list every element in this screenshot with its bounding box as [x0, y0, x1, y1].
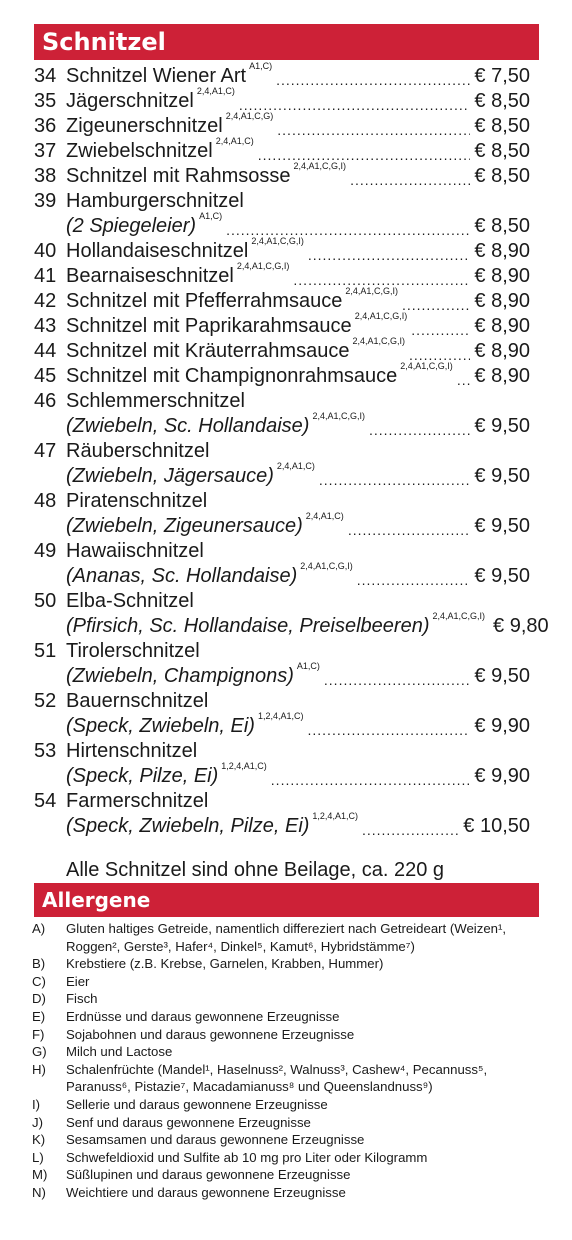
menu-items-list	[34, 61, 549, 839]
allergen-text: Weichtiere und daraus gewonnene Erzeugnisse	[66, 1184, 346, 1200]
menu-item	[34, 589, 549, 639]
item-price: € 9,50	[474, 415, 530, 437]
item-number: 39	[34, 190, 57, 212]
allergen-row	[32, 1166, 540, 1184]
item-number: 52	[34, 690, 57, 712]
menu-item	[34, 489, 530, 539]
item-description: (Zwiebeln, Sc. Hollandaise)	[66, 415, 310, 437]
item-price: € 7,50	[474, 65, 530, 87]
item-name: Piratenschnitzel	[66, 490, 208, 512]
item-number: 38	[34, 165, 57, 187]
item-name: Schnitzel mit Paprikarahmsauce	[66, 315, 352, 337]
dot-leader	[350, 171, 470, 189]
dot-leader	[402, 296, 470, 314]
dot-leader	[362, 821, 459, 839]
item-name: Schlemmerschnitzel	[66, 390, 245, 412]
menu-item	[34, 739, 530, 789]
allergen-key: G)	[32, 1044, 47, 1060]
item-price: € 9,50	[474, 565, 530, 587]
item-allergen-codes: 2,4,A1,C,G,I)	[354, 311, 408, 321]
item-allergen-codes: 2,4,A1,C,G,I)	[352, 336, 405, 346]
menu-item	[34, 439, 530, 489]
item-allergen-codes: 2,4,A1,C,G,I)	[345, 286, 398, 296]
allergen-key: D)	[32, 991, 46, 1007]
menu-item	[34, 689, 530, 739]
item-price: € 9,90	[474, 715, 530, 737]
allergen-key: I)	[32, 1096, 41, 1112]
dot-leader	[324, 671, 470, 689]
item-allergen-codes: 2,4,A1,C,G,I)	[432, 611, 486, 621]
allergen-row	[32, 1096, 540, 1114]
allergen-text: Süßlupinen und daraus gewonnene Erzeugnisse	[66, 1167, 351, 1183]
item-price: € 9,90	[474, 765, 530, 787]
item-allergen-codes: 2,4,A1,C,G)	[225, 111, 274, 121]
allergen-text: Sellerie und daraus gewonnene Erzeugnisse	[66, 1096, 328, 1112]
item-allergen-codes: 1,2,4,A1,C)	[257, 711, 304, 721]
item-description: (2 Spiegeleier)	[66, 215, 197, 237]
schnitzel-header	[34, 24, 539, 60]
allergen-text: Schalenfrüchte (Mandel¹, Haselnuss², Walnuss³, Cashew⁴, Pecannuss⁵, Paranuss⁶, Pistazie⁷, Macadamianuss⁸ und Queenslandnuss⁹)	[66, 1061, 488, 1095]
item-name: Zigeunerschnitzel	[66, 115, 223, 137]
item-name: Zwiebelschnitzel	[66, 140, 213, 162]
item-name: Schnitzel mit Rahmsosse	[66, 165, 291, 187]
item-name: Hollandaiseschnitzel	[66, 240, 249, 262]
menu-item	[34, 539, 530, 589]
allergen-text: Krebstiere (z.B. Krebse, Garnelen, Krabben, Hummer)	[66, 956, 384, 972]
item-price: € 9,50	[474, 665, 530, 687]
allergen-row	[32, 1184, 540, 1202]
item-allergen-codes: 2,4,A1,C,G,I)	[293, 161, 347, 171]
item-allergen-codes: 2,4,A1,C,G,I)	[312, 411, 365, 421]
item-number: 35	[34, 90, 57, 112]
allergen-row	[32, 920, 540, 955]
menu-item	[34, 111, 530, 139]
item-number: 41	[34, 265, 57, 287]
allergen-key: N)	[32, 1184, 46, 1200]
dot-leader	[271, 771, 471, 789]
item-number: 51	[34, 640, 57, 662]
item-number: 34	[34, 65, 57, 87]
allergen-key: A)	[32, 921, 46, 936]
item-allergen-codes: 2,4,A1,C)	[196, 86, 235, 96]
dot-leader	[277, 121, 470, 139]
item-name: Elba-Schnitzel	[66, 590, 194, 612]
item-price: € 9,50	[474, 515, 530, 537]
menu-item	[34, 61, 530, 89]
item-description: (Ananas, Sc. Hollandaise)	[66, 565, 298, 587]
item-number: 40	[34, 240, 57, 262]
item-number: 36	[34, 115, 57, 137]
dot-leader	[239, 96, 471, 114]
menu-item	[34, 286, 530, 314]
allergen-list	[32, 920, 540, 1202]
item-number: 50	[34, 590, 57, 612]
allergen-text: Erdnüsse und daraus gewonnene Erzeugnisse	[66, 1008, 340, 1024]
item-allergen-codes: A1,C)	[199, 211, 223, 221]
item-name: Bauernschnitzel	[66, 690, 209, 712]
item-allergen-codes: 2,4,A1,C,G,I)	[400, 361, 453, 371]
menu-item	[34, 311, 530, 339]
dot-leader	[357, 571, 471, 589]
item-number: 54	[34, 790, 57, 812]
menu-item	[34, 789, 530, 839]
item-description: (Speck, Pilze, Ei)	[66, 765, 219, 787]
item-price: € 8,90	[474, 290, 530, 312]
item-price: € 8,50	[474, 140, 530, 162]
item-price: € 8,90	[474, 265, 530, 287]
item-allergen-codes: 2,4,A1,C,G,I)	[236, 261, 290, 271]
allergen-key: L)	[32, 1149, 44, 1165]
item-number: 47	[34, 440, 57, 462]
allergen-row	[32, 973, 540, 991]
allergen-text: Milch und Lactose	[66, 1044, 173, 1060]
item-number: 46	[34, 390, 57, 412]
allergen-key: H)	[32, 1061, 46, 1077]
portion-note: Alle Schnitzel sind ohne Beilage, ca. 220 g	[66, 859, 445, 881]
allergens-header	[34, 883, 539, 917]
menu-item	[34, 161, 530, 189]
allergen-row	[32, 1131, 540, 1149]
item-description: (Zwiebeln, Champignons)	[66, 665, 294, 687]
item-price: € 8,50	[474, 165, 530, 187]
allergen-key: K)	[32, 1132, 46, 1148]
item-price: € 8,50	[474, 215, 530, 237]
allergen-text: Sojabohnen und daraus gewonnene Erzeugnisse	[66, 1026, 355, 1042]
allergen-key: E)	[32, 1008, 46, 1024]
item-name: Bearnaiseschnitzel	[66, 265, 234, 287]
item-allergen-codes: 1,2,4,A1,C)	[312, 811, 358, 821]
item-allergen-codes: 1,2,4,A1,C)	[221, 761, 267, 771]
item-price: € 8,50	[474, 90, 530, 112]
allergen-key: M)	[32, 1167, 48, 1183]
item-description: (Speck, Zwiebeln, Ei)	[66, 715, 255, 737]
item-number: 48	[34, 490, 57, 512]
allergen-row	[32, 1008, 540, 1026]
allergen-row	[32, 1114, 540, 1132]
allergen-key: F)	[32, 1026, 45, 1042]
item-allergen-codes: A1,C)	[249, 61, 273, 71]
dot-leader	[308, 246, 471, 264]
allergen-row	[32, 955, 540, 973]
dot-leader	[348, 521, 471, 539]
item-number: 49	[34, 540, 57, 562]
section-title: Schnitzel	[42, 28, 166, 56]
dot-leader	[308, 721, 471, 739]
allergen-row	[32, 1149, 540, 1167]
item-number: 44	[34, 340, 57, 362]
allergen-text: Fisch	[66, 991, 98, 1007]
dot-leader	[369, 421, 470, 439]
item-name: Schnitzel Wiener Art	[66, 65, 247, 87]
item-name: Hawaiischnitzel	[66, 540, 204, 562]
item-price: € 9,80	[493, 615, 549, 637]
menu-item	[34, 261, 530, 289]
item-description: (Zwiebeln, Jägersauce)	[66, 465, 274, 487]
menu-item	[34, 389, 530, 439]
item-name: Räuberschnitzel	[66, 440, 210, 462]
item-allergen-codes: 2,4,A1,C)	[276, 461, 315, 471]
item-description: (Speck, Zwiebeln, Pilze, Ei)	[66, 815, 310, 837]
menu-item	[34, 336, 530, 364]
item-name: Tirolerschnitzel	[66, 640, 200, 662]
allergen-text: Sesamsamen und daraus gewonnene Erzeugnisse	[66, 1132, 365, 1148]
allergen-key: B)	[32, 956, 46, 972]
allergen-row	[32, 1061, 540, 1096]
allergen-text: Gluten haltiges Getreide, namentlich differeziert nach Getreideart (Weizen¹, Roggen², Gerste³, Hafer⁴, Dinkel⁵, Kamut⁶, Hybridstämme⁷)	[66, 921, 507, 954]
allergen-row	[32, 990, 540, 1008]
menu-item	[34, 639, 530, 689]
item-name: Schnitzel mit Champignonrahmsauce	[66, 365, 398, 387]
allergen-text: Schwefeldioxid und Sulfite ab 10 mg pro Liter oder Kilogramm	[66, 1149, 428, 1165]
item-number: 45	[34, 365, 57, 387]
menu-item	[34, 361, 530, 389]
allergens-title: Allergene	[42, 888, 151, 912]
allergen-row	[32, 1026, 540, 1044]
dot-leader	[258, 146, 471, 164]
allergen-text: Senf und daraus gewonnene Erzeugnisse	[66, 1114, 311, 1130]
allergen-key: J)	[32, 1114, 43, 1130]
item-name: Farmerschnitzel	[66, 790, 209, 812]
item-allergen-codes: 2,4,A1,C)	[305, 511, 344, 521]
item-number: 37	[34, 140, 57, 162]
item-name: Hamburgerschnitzel	[66, 190, 244, 212]
item-description: (Zwiebeln, Zigeunersauce)	[66, 515, 303, 537]
item-price: € 10,50	[463, 815, 530, 837]
allergen-row	[32, 1043, 540, 1061]
menu-item	[34, 136, 530, 164]
item-price: € 8,90	[474, 315, 530, 337]
item-allergen-codes: 2,4,A1,C,G,I)	[300, 561, 353, 571]
allergen-key: C)	[32, 973, 46, 989]
item-description: (Pfirsich, Sc. Hollandaise, Preiselbeeren)	[66, 615, 430, 637]
item-number: 42	[34, 290, 57, 312]
dot-leader	[319, 471, 470, 489]
item-price: € 8,90	[474, 365, 530, 387]
item-name: Jägerschnitzel	[66, 90, 194, 112]
item-price: € 8,50	[474, 115, 530, 137]
allergen-text: Eier	[66, 973, 90, 989]
item-allergen-codes: 2,4,A1,C)	[215, 136, 254, 146]
item-name: Schnitzel mit Kräuterrahmsauce	[66, 340, 350, 362]
item-number: 43	[34, 315, 57, 337]
menu-item	[34, 86, 530, 114]
item-price: € 9,50	[474, 465, 530, 487]
item-price: € 8,90	[474, 340, 530, 362]
item-price: € 8,90	[474, 240, 530, 262]
dot-leader	[276, 71, 470, 89]
item-number: 53	[34, 740, 57, 762]
item-allergen-codes: A1,C)	[296, 661, 320, 671]
item-name: Schnitzel mit Pfefferrahmsauce	[66, 290, 343, 312]
item-allergen-codes: 2,4,A1,C,G,I)	[251, 236, 304, 246]
item-name: Hirtenschnitzel	[66, 740, 198, 762]
dot-leader	[457, 371, 471, 389]
dot-leader	[411, 321, 470, 339]
